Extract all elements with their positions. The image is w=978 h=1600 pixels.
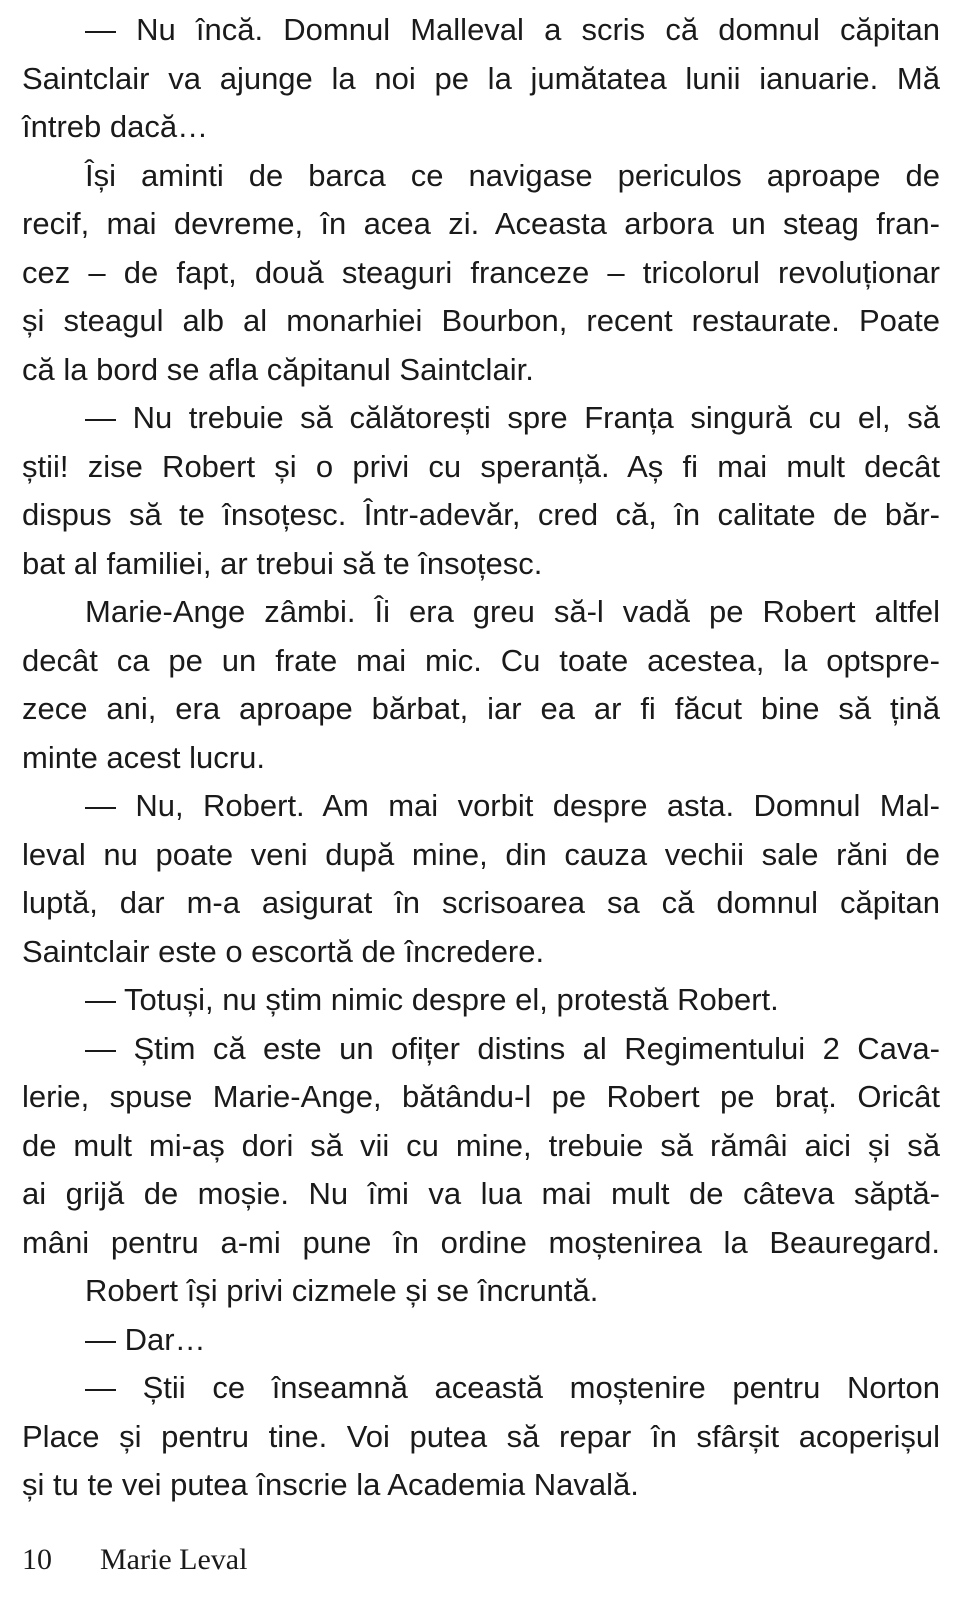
text-line: Robert își privi cizmele și se încruntă. <box>85 1273 599 1308</box>
text-line: — Știi ce înseamnă această moștenire pentru Norton <box>85 1370 940 1405</box>
page-footer <box>22 1540 247 1580</box>
text-line: minte acest lucru. <box>22 739 265 775</box>
text-line: bat al familiei, ar trebui să te însoțesc. <box>22 545 543 581</box>
text-line: Saintclair va ajunge la noi pe la jumătatea lunii ianuarie. Mă <box>22 60 940 96</box>
text-line: — Nu încă. Domnul Malleval a scris că domnul căpitan <box>85 12 940 47</box>
text-line: că la bord se afla căpitanul Saintclair. <box>22 351 534 387</box>
text-line: mâni pentru a-mi pune în ordine moștenirea la Beauregard. <box>22 1224 940 1260</box>
text-line: leval nu poate veni după mine, din cauza vechii sale răni de <box>22 836 940 872</box>
text-line: — Știm că este un ofițer distins al Regimentului 2 Cava- <box>85 1030 940 1066</box>
running-head-author: Marie Leval <box>100 1543 248 1576</box>
text-line: — Dar… <box>85 1321 206 1357</box>
text-line: — Nu, Robert. Am mai vorbit despre asta. Domnul Mal- <box>85 788 940 823</box>
text-line: luptă, dar m-a asigurat în scrisoarea sa că domnul căpitan <box>22 885 940 920</box>
text-line: cez – de fapt, două steaguri franceze – tricolorul revoluționar <box>22 254 940 290</box>
text-line: știi! zise Robert și o privi cu speranță. Aș fi mai mult decât <box>22 448 940 484</box>
text-line: lerie, spuse Marie-Ange, bătându-l pe Robert pe braț. Oricât <box>22 1079 940 1114</box>
text-line: și tu te vei putea înscrie la Academia Navală. <box>22 1467 639 1502</box>
text-line: recif, mai devreme, în acea zi. Aceasta arbora un steag fran- <box>22 206 940 241</box>
page-number: 10 <box>22 1543 52 1576</box>
text-line: Își aminti de barca ce navigase periculos aproape de <box>85 157 940 193</box>
text-line: dispus să te însoțesc. Într-adevăr, cred că, în calitate de băr- <box>22 497 940 532</box>
page-body-text <box>22 6 940 1510</box>
text-line: ai grijă de moșie. Nu îmi va lua mai mult de câteva săptă- <box>22 1176 940 1211</box>
text-line: decât ca pe un frate mai mic. Cu toate acestea, la optspre- <box>22 642 940 678</box>
text-line: Marie-Ange zâmbi. Îi era greu să-l vadă pe Robert altfel <box>85 594 940 629</box>
text-line: — Totuși, nu știm nimic despre el, protestă Robert. <box>85 982 779 1017</box>
text-line: Place și pentru tine. Voi putea să repar în sfârșit acoperișul <box>22 1418 940 1454</box>
text-line: Saintclair este o escortă de încredere. <box>22 933 545 969</box>
text-line: întreb dacă… <box>22 109 209 144</box>
text-line: zece ani, era aproape bărbat, iar ea ar fi făcut bine să țină <box>22 691 940 726</box>
text-line: — Nu trebuie să călătorești spre Franța singură cu el, să <box>85 400 940 435</box>
text-line: de mult mi-aș dori să vii cu mine, trebuie să rămâi aici și să <box>22 1127 940 1163</box>
text-line: și steagul alb al monarhiei Bourbon, recent restaurate. Poate <box>22 303 940 338</box>
